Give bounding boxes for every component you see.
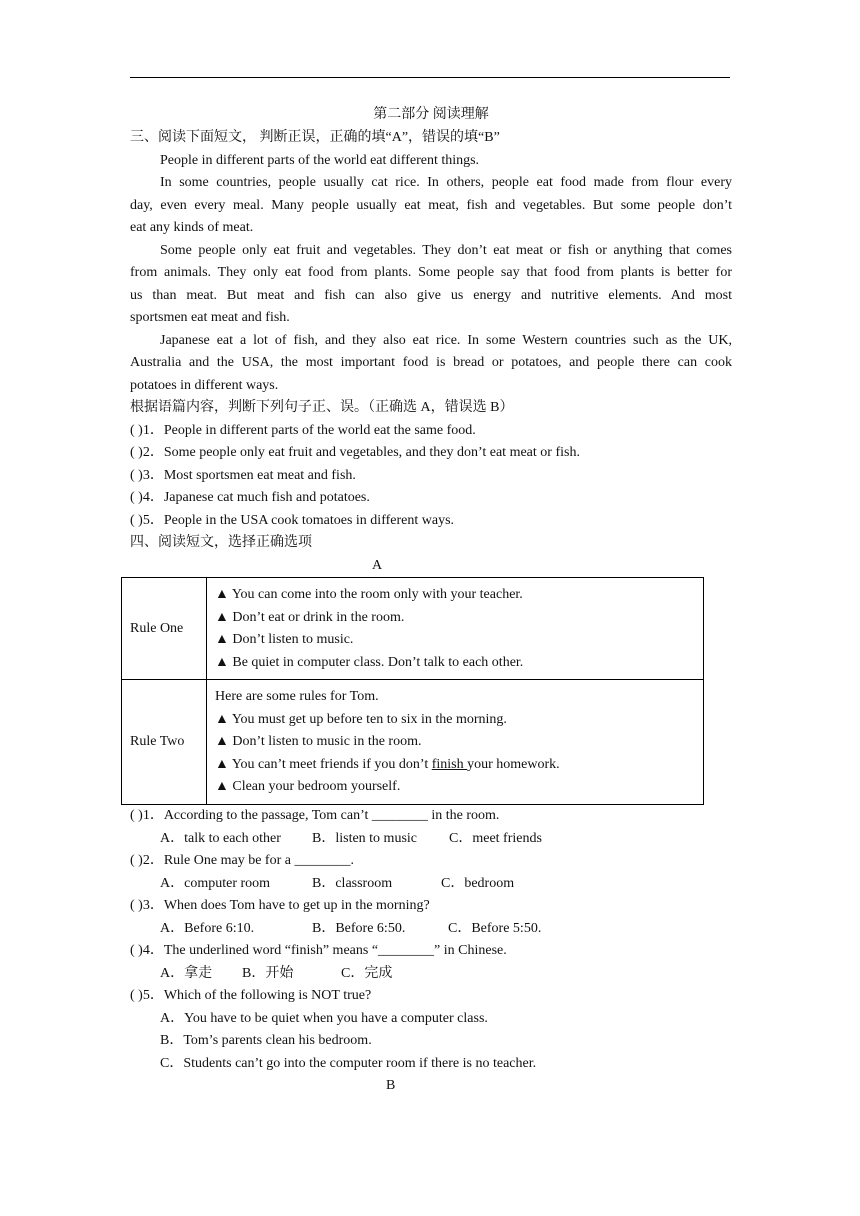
option-b: B．Before 6:50. [312, 921, 406, 936]
option-b: B．listen to music [312, 831, 417, 846]
passage-line: sportsmen eat meat and fish. [130, 310, 290, 325]
mc-question: ( )1．According to the passage, Tom can’t ________ in the room. [130, 808, 500, 823]
option-b: B．Tom’s parents clean his bedroom. [160, 1033, 372, 1048]
passage-line: potatoes in different ways. [130, 378, 279, 393]
passage-line: eat any kinds of meat. [130, 220, 254, 235]
option-a: A．Before 6:10. [160, 921, 255, 936]
rule-one-body [207, 578, 704, 680]
option-c: C．bedroom [441, 876, 515, 891]
mc-options [130, 873, 732, 896]
passage-line: from animals. They only eat food from plants. Some people say that food from plants is better for [130, 265, 732, 280]
passage-label-b: B [386, 1078, 396, 1093]
passage-line: us than meat. But meat and fish can also give us energy and nutritive elements. And most [130, 288, 732, 303]
tf-question: ( )3．Most sportsmen eat meat and fish. [130, 468, 356, 483]
rule-line [215, 754, 695, 777]
passage-line: Australia and the USA, the most important food is bread or potatoes, and people there can cook [130, 355, 732, 370]
tf-question: ( )1．People in different parts of the world eat the same food. [130, 423, 476, 438]
mc-options [130, 918, 732, 941]
passage-line: In some countries, people usually cat rice. In others, people eat food made from flour every [160, 175, 732, 190]
option-c: C．Before 5:50. [448, 921, 542, 936]
rule-one-name: Rule One [122, 578, 207, 680]
header-rule [130, 77, 730, 78]
rule-line: ▲ You must get up before ten to six in the morning. [215, 711, 507, 727]
option-b: B．classroom [312, 876, 393, 891]
tf-question: ( )4．Japanese cat much fish and potatoes. [130, 490, 370, 505]
mc-options [130, 963, 732, 986]
option-c: C．Students can’t go into the computer room if there is no teacher. [160, 1056, 537, 1071]
option-a: A．computer room [160, 876, 271, 891]
rule-one-row [122, 578, 704, 680]
rule-text: ▲ You can’t meet friends if you don’t [215, 756, 432, 772]
passage-line: Some people only eat fruit and vegetables. They don’t eat meat or fish or anything that comes [160, 243, 732, 258]
rule-text: your homework. [467, 756, 560, 772]
option-a: A．talk to each other [160, 831, 281, 846]
mc-question: ( )3．When does Tom have to get up in the morning? [130, 898, 430, 913]
tf-question: ( )5．People in the USA cook tomatoes in different ways. [130, 513, 455, 528]
rule-line: ▲ Clean your bedroom yourself. [215, 779, 401, 794]
mc-question: ( )5．Which of the following is NOT true? [130, 988, 372, 1003]
tf-question: ( )2．Some people only eat fruit and vegetables, and they don’t eat meat or fish. [130, 445, 580, 460]
mc-options [130, 828, 732, 851]
passage-line: People in different parts of the world eat different things. [160, 153, 480, 168]
part3-heading: 三、阅读下面短文， 判断正误，正确的填“A”，错误的填“B” [130, 130, 500, 145]
part3-instruction: 根据语篇内容，判断下列句子正、误。（正确选 A，错误选 B） [130, 400, 514, 415]
part4-heading: 四、阅读短文，选择正确选项 [130, 535, 312, 550]
option-a: A．You have to be quiet when you have a computer class. [160, 1011, 488, 1026]
rule-two-name: Rule Two [122, 680, 207, 805]
rule-two-row [122, 680, 704, 805]
rule-line: ▲ You can come into the room only with your teacher. [215, 587, 523, 602]
passage-line: day, even every meal. Many people usually eat meat, fish and vegetables. But some people don’t [130, 198, 732, 213]
option-b: B．开始 [242, 966, 294, 981]
rule-line: ▲ Don’t listen to music. [215, 632, 354, 647]
mc-question: ( )2．Rule One may be for a ________. [130, 853, 354, 868]
passage-line: Japanese eat a lot of fish, and they also eat rice. In some Western countries such as the UK, [160, 333, 732, 348]
mc-question: ( )4．The underlined word “finish” means “________” in Chinese. [130, 943, 507, 958]
rule-two-body [207, 680, 704, 805]
rule-line: ▲ Don’t listen to music in the room. [215, 734, 422, 749]
rule-line: Here are some rules for Tom. [215, 689, 379, 704]
option-a: A．拿走 [160, 966, 213, 981]
passage-label-a: A [372, 558, 383, 573]
option-c: C．meet friends [449, 831, 542, 846]
rule-line: ▲ Be quiet in computer class. Don’t talk to each other. [215, 654, 524, 670]
underlined-word-finish: finish [431, 756, 468, 772]
rule-line: ▲ Don’t eat or drink in the room. [215, 609, 405, 625]
option-c: C．完成 [341, 966, 393, 981]
rules-table [121, 577, 704, 805]
section-title: 第二部分 阅读理解 [373, 107, 489, 122]
